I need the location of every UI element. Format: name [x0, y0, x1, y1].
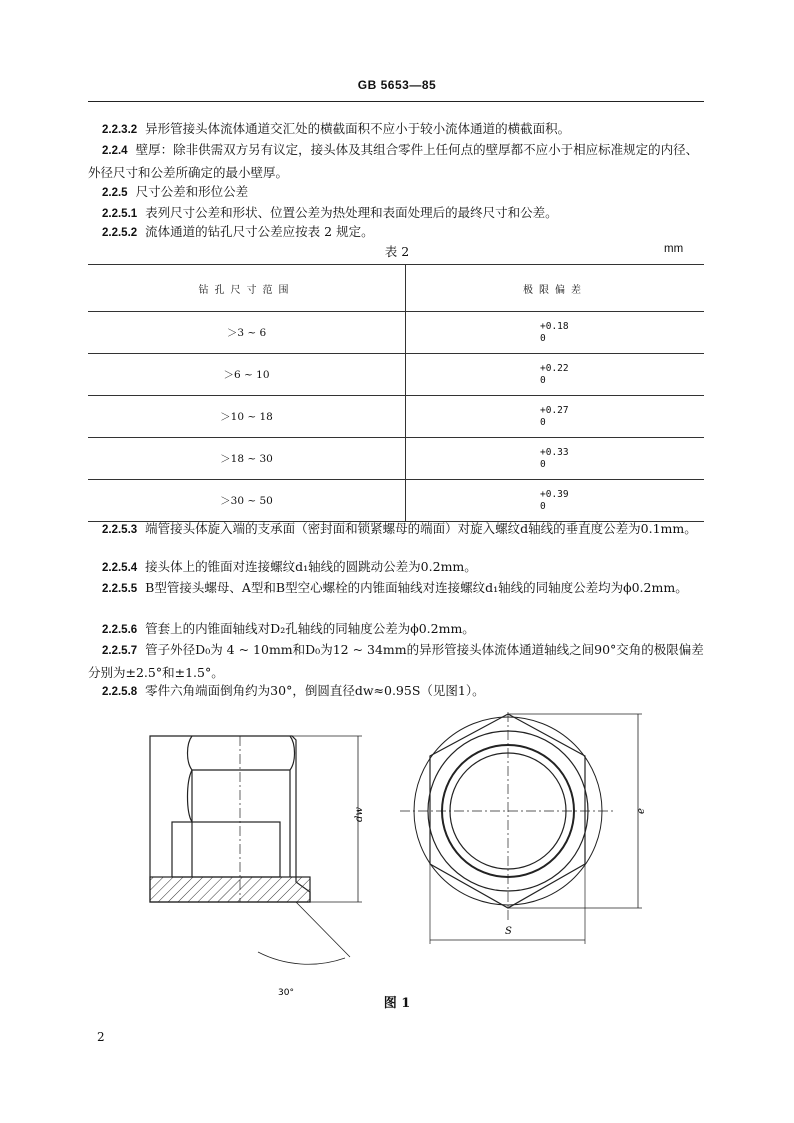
clause-number: 2.2.5.1: [102, 208, 138, 220]
deviation-cell: [406, 354, 705, 396]
table-row: [88, 480, 704, 522]
page-number: 2: [97, 1030, 105, 1044]
range-cell: ＞6 ~ 10: [88, 354, 406, 396]
table-header-row: [88, 265, 704, 312]
deviation-cell: [406, 438, 705, 480]
paragraph-2-2-5-7: [88, 639, 704, 683]
deviation-cell: [406, 396, 705, 438]
clause-text: 零件六角端面倒角约为30°，倒圆直径dw≈0.95S（见图1）。: [145, 683, 485, 698]
clause-text: B型管接头螺母、A型和B型空心螺栓的内锥面轴线对连接螺纹d₁轴线的同轴度公差均为ϕ0.2mm。: [145, 580, 688, 595]
upper-deviation: +0.39: [540, 488, 569, 500]
label-s: S: [505, 926, 512, 937]
paragraph-2-2-5-8: [88, 680, 704, 703]
header-rule: [88, 101, 704, 102]
clause-text: 尺寸公差和形位公差: [135, 184, 249, 199]
lower-deviation: 0: [540, 500, 546, 512]
label-e: e: [636, 808, 647, 814]
table-caption: 表 2: [384, 244, 410, 259]
clause-number: 2.2.3.2: [102, 124, 138, 136]
paragraph-2-2-5-3: [88, 518, 704, 541]
clause-text: 流体通道的钻孔尺寸公差应按表 2 规定。: [145, 224, 374, 239]
range-cell: ＞18 ~ 30: [88, 438, 406, 480]
range-cell: ＞3 ~ 6: [88, 312, 406, 354]
hexagon-outline: [430, 714, 585, 908]
clause-number: 2.2.5.8: [102, 686, 138, 698]
clause-number: 2.2.5.3: [102, 524, 138, 536]
header-deviation: 极限偏差: [406, 265, 705, 312]
clause-text: 端管接头体旋入端的支承面（密封面和锁紧螺母的端面）对旋入螺纹d轴线的垂直度公差为0.1mm。: [145, 521, 697, 536]
range-cell: ＞10 ~ 18: [88, 396, 406, 438]
paragraph-2-2-5: [88, 181, 704, 204]
table-row: [88, 312, 704, 354]
lower-deviation: 0: [540, 458, 546, 470]
angle-arc: [258, 952, 345, 964]
label-dw: dw: [354, 807, 365, 822]
deviation-cell: [406, 480, 705, 522]
clause-text: 管套上的内锥面轴线对D₂孔轴线的同轴度公差为ϕ0.2mm。: [145, 621, 475, 636]
paragraph-2-2-5-4: [88, 556, 704, 579]
table-unit: mm: [664, 243, 684, 255]
inner-bore: [172, 822, 280, 877]
clause-text: 表列尺寸公差和形状、位置公差为热处理和表面处理后的最终尺寸和公差。: [145, 205, 558, 220]
page-header: GB 5653—85: [357, 78, 437, 92]
label-angle: 30°: [278, 988, 294, 997]
upper-deviation: +0.27: [540, 404, 569, 416]
paragraph-2-2-5-6: [88, 618, 704, 641]
lower-deviation: 0: [540, 374, 546, 386]
clause-text: 接头体上的锥面对连接螺纹d₁轴线的圆跳动公差为0.2mm。: [145, 559, 477, 574]
clause-number: 2.2.4: [102, 145, 128, 157]
lower-deviation: 0: [540, 332, 546, 344]
clause-number: 2.2.5.6: [102, 624, 138, 636]
upper-deviation: +0.22: [540, 362, 569, 374]
range-cell: ＞30 ~ 50: [88, 480, 406, 522]
hex-top-flat: [188, 736, 295, 770]
chamfer-line: [296, 902, 350, 957]
figure-caption: 图 1: [383, 996, 411, 1011]
nut-front-view: [400, 712, 642, 944]
figure-1-drawing: [130, 712, 670, 997]
deviation-cell: [406, 312, 705, 354]
table-row: [88, 396, 704, 438]
upper-deviation: +0.33: [540, 446, 569, 458]
paragraph-2-2-4: [88, 139, 704, 183]
paragraph-2-2-5-2: [88, 221, 704, 244]
tolerance-table: [88, 264, 704, 522]
hex-face-curve: [188, 770, 193, 822]
paragraph-2-2-5-5: [88, 577, 704, 600]
clause-text: 壁厚：除非供需双方另有议定，接头体及其组合零件上任何点的壁厚都不应小于相应标准规定的内径、外径尺寸和公差所确定的最小壁厚。: [88, 142, 699, 180]
lower-deviation: 0: [540, 416, 546, 428]
clause-text: 异形管接头体流体通道交汇处的横截面积不应小于较小流体通道的横截面积。: [145, 121, 571, 136]
table-row: [88, 438, 704, 480]
header-range: 钻孔尺寸范围: [88, 265, 406, 312]
clause-number: 2.2.5.2: [102, 227, 138, 239]
table-row: [88, 354, 704, 396]
upper-deviation: +0.18: [540, 320, 569, 332]
nut-side-view: [150, 736, 362, 964]
clause-number: 2.2.5.7: [102, 645, 138, 657]
paragraph-2-2-3-2: [88, 118, 704, 141]
clause-text: 管子外径D₀为 4 ~ 10mm和D₀为12 ~ 34mm的异形管接头体流体通道轴线之间90°交角的极限偏差分别为±2.5°和±1.5°。: [88, 642, 704, 680]
clause-number: 2.2.5.5: [102, 583, 138, 595]
clause-number: 2.2.5.4: [102, 562, 138, 574]
clause-number: 2.2.5: [102, 187, 128, 199]
hatched-section: [150, 877, 310, 902]
